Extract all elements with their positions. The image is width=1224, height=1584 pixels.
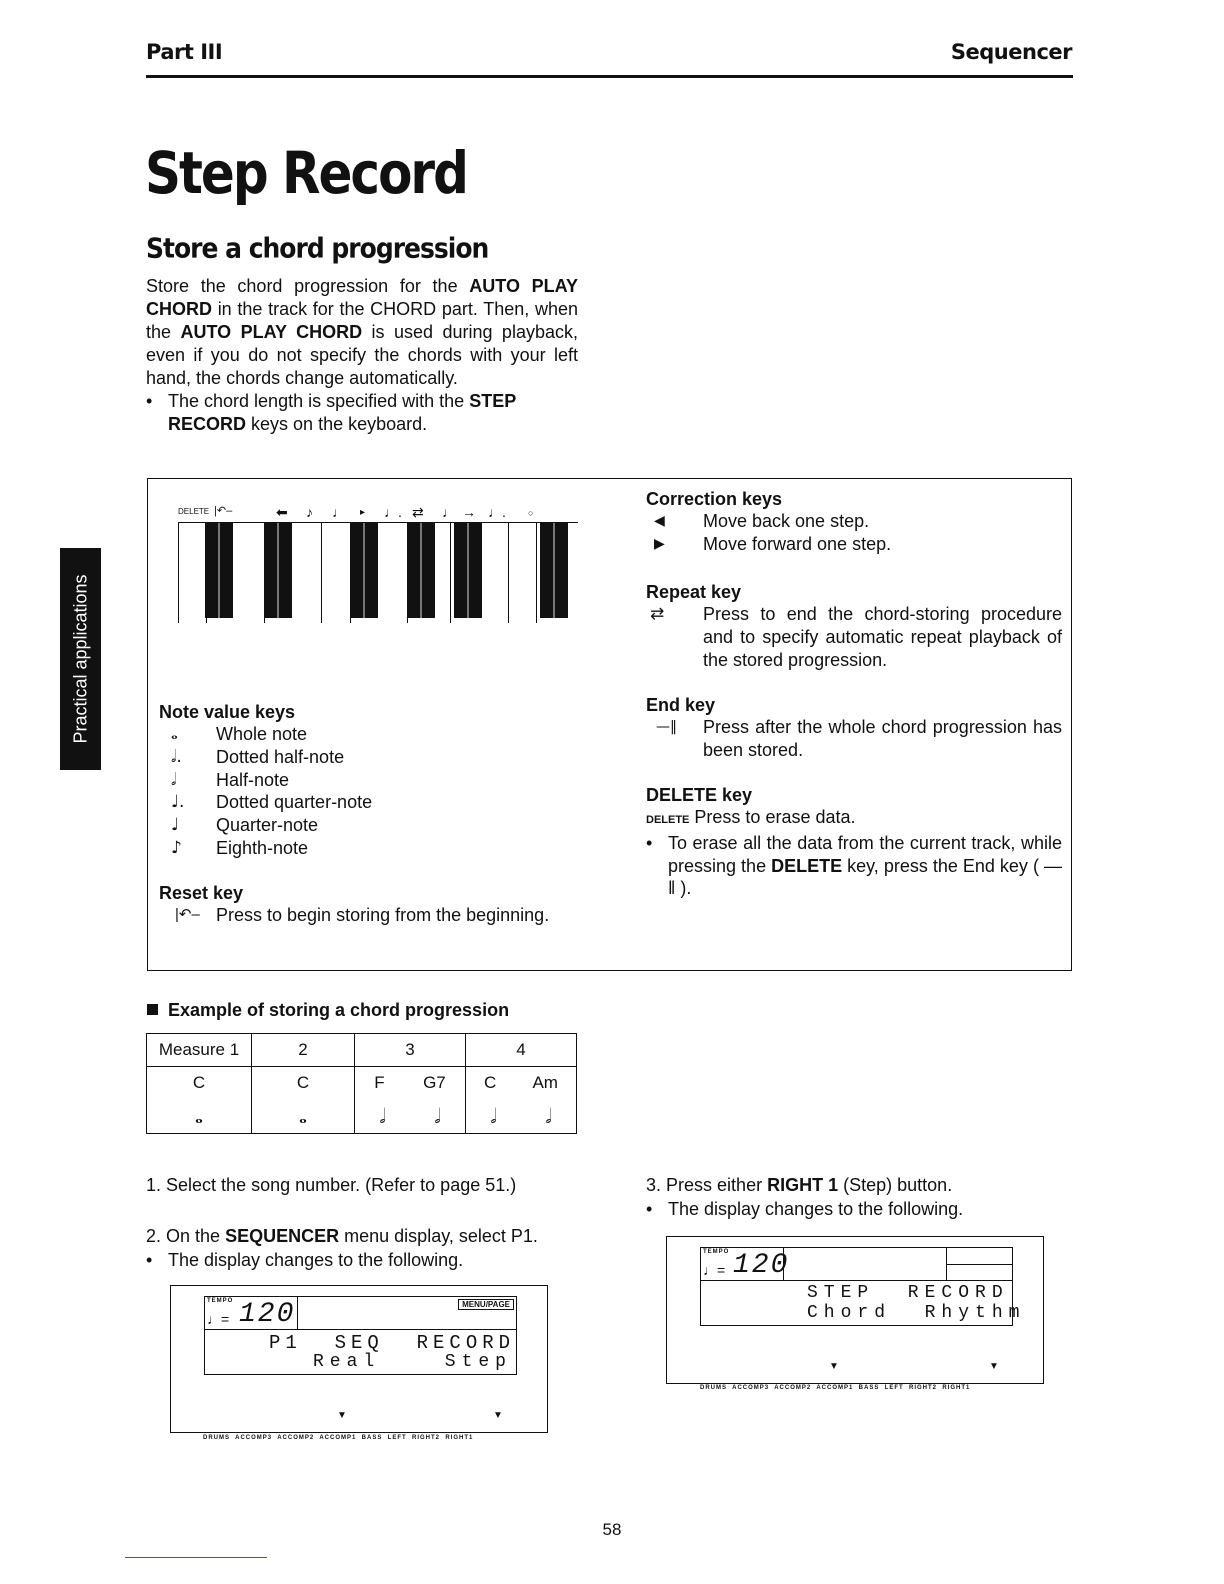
lcd-text-area [700,1280,1026,1326]
step-bold: RIGHT 1 [767,1175,839,1195]
page-title: Step Record [145,140,467,207]
intro-bullet: • The chord length is specified with the STEP RECORD keys on the keyboard. [146,391,516,434]
step-1 [146,1173,586,1197]
note-cell: 𝅗𝅥 [545,1104,552,1128]
tempo-readout [700,1247,790,1281]
cursor-arrow-icon: ▼ [493,1410,503,1421]
note-symbol-icon: ♪ [171,837,182,858]
note-cell: 𝅗𝅥 [490,1104,497,1128]
note-cell: 𝅗𝅥 [434,1104,441,1128]
note-symbol-icon: 𝅗𝅥. [171,746,182,767]
step-bold: SEQUENCER [225,1226,340,1246]
lcd-text-area [204,1329,517,1375]
black-key [540,523,568,618]
table-row [147,1099,577,1134]
delete-key-section: DELETE key DELETE Press to erase data. • To erase all the data from the current track, while pressing the DELETE key, press the End key ( —‖ ). [646,785,1062,899]
end-key-symbol: → [462,504,476,520]
reset-key-heading: Reset key [159,883,244,903]
correction-keys-heading: Correction keys [646,489,783,509]
back-key-symbol: ⬅ [276,504,291,520]
delete-bullet-text: To erase all the data from the current track, while pressing the [668,832,1062,876]
delete-symbol: DELETE [646,814,690,826]
intro-text: is used during playback, even if you do not specify the chords with your left hand, the chords change automatically. [146,322,578,388]
step-text: (Step) button. [843,1175,953,1195]
dotted-quarter-key-symbol: ♩. [384,504,402,520]
lcd-display-step [666,1236,1044,1384]
whole-key-symbol: ○ [528,508,534,518]
step-text: Press either [666,1175,763,1195]
lcd-display-p1 [170,1285,548,1433]
chord-cell: C [484,1073,497,1092]
reset-key-text: Press to begin storing from the beginning. [216,905,550,925]
reset-key-symbol: |↶– [214,505,233,517]
lcd-line-1: STEP RECORD [807,1283,1009,1303]
header-right: Sequencer [950,40,1072,64]
note-value-item [159,814,579,837]
example-heading [147,1000,509,1021]
repeat-key-section [646,582,1062,671]
intro-paragraph [146,275,578,436]
step-text: menu display, select P1. [344,1226,538,1246]
note-value-item [159,723,579,746]
note-value-item [159,746,579,769]
example-heading-text: Example of storing a chord progression [168,1000,510,1020]
chord-cell: Am [532,1073,558,1092]
tempo-value: 120 [733,1250,790,1281]
correction-keys [646,489,1062,556]
forward-key-symbol: ▸ [360,507,366,518]
step-bullet: The display changes to the following. [168,1250,464,1270]
intro-text: Store the chord progression for the [146,276,458,296]
step-text: On the [166,1226,221,1246]
step-3: 3. Press either RIGHT 1 (Step) button. • The display changes to the following. [646,1175,964,1219]
note-value-item [159,837,579,860]
correction-item-label: Move back one step. [703,511,870,531]
note-keys-heading: Note value keys [159,702,296,722]
measure-cell: 3 [355,1034,466,1067]
note-value-label: Whole note [216,724,308,744]
correction-item-label: Move forward one step. [703,533,892,554]
note-value-item [159,769,579,792]
lcd-line-1: P1 SEQ RECORD [269,1332,516,1354]
dotted-half-key-symbol: ♩. [488,504,506,520]
cursor-arrow-icon: ▼ [989,1361,999,1372]
note-value-label: Half-note [216,769,290,790]
section-title: Store a chord progression [146,232,489,264]
reset-key-symbol: |↶– [175,906,200,923]
step-number: 1. [146,1175,162,1195]
tempo-note-icon: ♩= [207,1311,230,1327]
delete-bullet-text: key, press the End key ( —‖ ). [668,855,1062,899]
note-symbol-icon: 𝅗𝅥 [171,769,177,790]
forward-arrow-icon: ▶ [654,535,665,552]
note-value-label: Dotted half-note [216,746,345,767]
bullet-text: The chord length is specified with the [168,391,465,411]
header-left: Part III [146,40,223,64]
bullet-bold: STEP RECORD [168,391,516,434]
repeat-icon: ⇄ [650,604,665,624]
table-row [147,1034,577,1067]
header-rule [146,75,1073,78]
lcd-option-real: Real [313,1352,381,1372]
chord-cell: C [252,1067,355,1100]
tempo-label: TEMPO [703,1249,730,1255]
lcd-part-labels: DRUMS ACCOMP3 ACCOMP2 ACCOMP1 BASS LEFT RIGHT2 RIGHT1 [203,1435,474,1441]
side-tab-label: Practical applications [70,574,90,744]
note-symbol-icon: ♩. [171,792,185,813]
step-bullet: The display changes to the following. [668,1199,964,1219]
side-tab [60,548,101,770]
lcd-line-2: Chord Rhythm [807,1303,1026,1323]
note-symbol-icon: 𝅝 [171,724,178,744]
keyboard-illustration [178,522,578,623]
delete-key-text: Press to erase data. [694,807,856,827]
lcd-part-labels: DRUMS ACCOMP3 ACCOMP2 ACCOMP1 BASS LEFT RIGHT2 RIGHT1 [700,1385,971,1391]
footer-line [125,1557,267,1558]
keyboard-key-labels [178,504,578,522]
repeat-key-heading: Repeat key [646,582,742,602]
note-cell: 𝅝 [147,1099,252,1134]
cursor-arrow-icon: ▼ [829,1361,839,1372]
back-arrow-icon: ◀ [654,513,665,529]
note-value-keys [159,702,579,860]
quarter-key-symbol: ♩ [332,504,346,520]
menu-page-indicator: MENU/PAGE [458,1299,514,1310]
step-text: Select the song number. (Refer to page 51.) [166,1175,517,1195]
measure-cell: 2 [252,1034,355,1067]
half-key-symbol: ♩ [442,504,456,520]
black-key [407,523,435,618]
chord-cell: G7 [423,1073,446,1092]
lcd-option-step: Step [444,1352,512,1372]
note-symbol-icon: ♩ [171,815,180,836]
measure-cell: Measure 1 [147,1034,252,1067]
end-key-heading: End key [646,695,716,715]
intro-bold: AUTO PLAY CHORD [146,276,578,319]
eighth-key-symbol: ♪ [306,504,313,520]
delete-key-label: DELETE [178,507,210,516]
tempo-readout [204,1296,298,1330]
lcd-top-right-box [946,1247,1013,1281]
chord-progression-table [146,1033,577,1134]
repeat-key-text: Press to end the chord-storing procedure and to specify automatic repeat playback of the stored progression. [703,604,1062,670]
table-row [147,1067,577,1100]
delete-key-heading: DELETE key [646,785,753,805]
delete-bullet-bold: DELETE [771,855,843,876]
tempo-value: 120 [239,1299,296,1330]
step-number: 2. [146,1226,162,1246]
note-cell: 𝅝 [252,1099,355,1134]
black-key [264,523,292,618]
bullet-text: keys on the keyboard. [251,414,428,434]
repeat-key-symbol: ⇄ [412,504,424,520]
chord-cell: F [374,1073,385,1092]
page-number: 58 [602,1520,622,1539]
black-key [350,523,378,618]
note-value-item [159,791,579,814]
reset-key-section [159,883,579,927]
black-key [205,523,233,618]
note-value-label: Eighth-note [216,837,309,858]
lcd-top-bar [297,1296,517,1330]
step-2: 2. On the SEQUENCER menu display, select P1. • The display changes to the following. [146,1226,538,1270]
lcd-top-bar [783,1247,947,1281]
end-key-text: Press after the whole chord progression has been stored. [703,717,1062,760]
end-key-section [646,695,1062,762]
tempo-label: TEMPO [207,1298,234,1304]
note-cell: 𝅗𝅥 [379,1104,386,1128]
tempo-note-icon: ♩= [703,1262,726,1278]
black-key [454,523,482,618]
step-number: 3. [646,1175,662,1195]
cursor-arrow-icon: ▼ [337,1410,347,1421]
chord-cell: C [147,1067,252,1100]
end-icon: —‖ [656,719,677,735]
intro-bold: AUTO PLAY CHORD [180,322,363,342]
measure-cell: 4 [466,1034,577,1067]
note-value-label: Dotted quarter-note [216,792,373,813]
note-value-label: Quarter-note [216,815,319,836]
intro-text: in the track for the CHORD part. Then, when the [146,299,578,342]
